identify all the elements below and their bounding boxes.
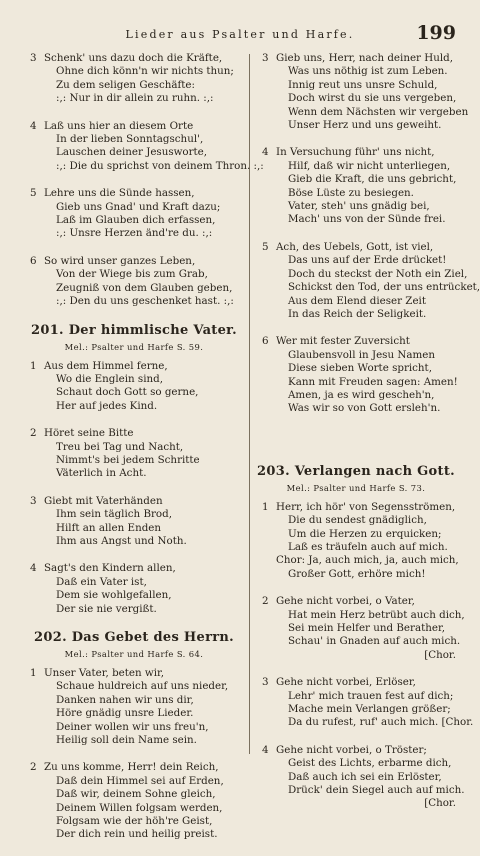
verse-line: Schaut doch Gott so gerne, — [56, 386, 199, 399]
stanza-number: 3 — [30, 52, 37, 64]
verse-line: Hilf, daß wir nicht unterliegen, — [288, 159, 451, 172]
verse-line: Sagt's den Kindern allen, — [44, 562, 176, 575]
verse-line: Innig reut uns unsre Schuld, — [288, 78, 438, 91]
stanza-lines — [24, 427, 244, 481]
stanza-number: 1 — [30, 359, 37, 372]
stanza-number: 1 — [30, 667, 37, 679]
verse-line: In das Reich der Seligkeit. — [288, 307, 427, 320]
verse-line: Daß auch ich sei ein Erlöster, — [288, 770, 442, 783]
verse-line: Schaue huldreich auf uns nieder, — [56, 680, 229, 693]
verse-line: Der sie nie vergißt. — [56, 602, 157, 615]
verse-line: Lehr' mich trauen fest auf dich; — [288, 689, 454, 702]
stanza — [24, 187, 244, 241]
verse-line: In Versuchung führ' uns nicht, — [276, 146, 435, 159]
stanza-lines — [24, 667, 244, 747]
verse-line: [Chor. — [424, 648, 456, 661]
verse-line: Wer mit fester Zuversicht — [276, 335, 410, 348]
verse-line: Mache mein Verlangen größer; — [288, 703, 451, 716]
hymn-202-title: 202. Das Gebet des Herrn. — [34, 630, 234, 645]
verse-line: Danken nahen wir uns dir, — [56, 693, 194, 706]
stanza-number: 5 — [30, 187, 37, 200]
verse-line: Zu uns komme, Herr! dein Reich, — [44, 761, 219, 774]
verse-line: Treu bei Tag und Nacht, — [56, 440, 184, 453]
verse-line: Nimmt's bei jedem Schritte — [56, 453, 200, 466]
verse-line: :,: Die du sprichst von deinem Thron. :,: — [56, 159, 264, 172]
hymn-203-melody: Mel.: Psalter und Harfe S. 73. — [286, 482, 426, 493]
stanza-lines — [24, 255, 244, 309]
stanza-lines — [24, 562, 244, 616]
stanza-number: 3 — [262, 52, 269, 64]
stanza-lines — [256, 240, 480, 321]
verse-line: Ihm sein täglich Brod, — [56, 508, 172, 521]
hymn-202-stanzas — [24, 667, 244, 842]
verse-line: Heilig soll dein Name sein. — [56, 734, 197, 747]
hymn-201-melody: Mel.: Psalter und Harfe S. 59. — [64, 341, 204, 352]
verse-line: Hat mein Herz betrübt auch dich, — [288, 608, 465, 621]
verse-line: :,: Nur in dir allein zu ruhn. :,: — [56, 92, 214, 105]
verse-line: :,: Unsre Herzen änd're du. :,: — [56, 227, 213, 240]
verse-line: Höre gnädig unsre Lieder. — [56, 707, 194, 720]
verse-line: Daß ein Vater ist, — [56, 575, 147, 588]
stanza — [256, 335, 456, 415]
verse-line: Aus dem Elend dieser Zeit — [288, 294, 426, 307]
stanza — [256, 743, 465, 811]
verse-line: Böse Lüste zu besiegen. — [288, 186, 414, 199]
stanza — [24, 427, 244, 481]
stanza-lines — [256, 676, 474, 730]
verse-line: Schenk' uns dazu doch die Kräfte, — [44, 52, 223, 64]
running-title: Lieder aus Psalter und Harfe. — [125, 28, 355, 41]
verse-line: Zeugniß von dem Glauben geben, — [56, 281, 233, 294]
verse-line: Gehe nicht vorbei, o Vater, — [276, 595, 415, 608]
verse-line: Unser Herz und uns geweiht. — [288, 119, 442, 132]
verse-line: Zu dem seligen Geschäfte: — [56, 78, 195, 91]
stanza-lines — [24, 360, 244, 414]
stanza — [24, 761, 244, 841]
verse-line: Amen, ja es wird gescheh'n, — [288, 388, 435, 401]
stanza-lines — [24, 495, 244, 549]
stanza-lines — [256, 335, 456, 415]
stanza-number: 4 — [30, 119, 37, 132]
verse-line: Was uns nöthig ist zum Leben. — [288, 65, 448, 78]
verse-line: [Chor. — [424, 797, 456, 810]
verse-line: Väterlich in Acht. — [56, 467, 147, 480]
stanza-number: 2 — [262, 595, 269, 608]
verse-line: Das uns auf der Erde drücket! — [288, 254, 447, 267]
verse-line: Gieb die Kraft, die uns gebricht, — [288, 173, 457, 186]
verse-line: Gehe nicht vorbei, o Tröster; — [276, 743, 427, 756]
left-top-stanzas — [24, 52, 264, 309]
verse-line: Laß es träufeln auch auf mich. — [288, 540, 448, 553]
verse-line: Herr, ich hör' von Segensströmen, — [276, 500, 456, 513]
page-number: 199 — [416, 22, 456, 44]
verse-line: Wenn dem Nächsten wir vergeben — [288, 105, 469, 118]
stanza-number: 4 — [30, 562, 37, 575]
verse-line: Ohne dich könn'n wir nichts thun; — [56, 65, 234, 78]
verse-line: Chor: Ja, auch mich, ja, auch mich, — [276, 554, 459, 567]
verse-line: Mach' uns von der Sünde frei. — [288, 213, 446, 226]
verse-line: Laß im Glauben dich erfassen, — [56, 214, 216, 227]
verse-line: Ihm aus Angst und Noth. — [56, 534, 187, 547]
verse-line: Diese sieben Worte spricht, — [288, 362, 432, 375]
stanza — [24, 119, 264, 174]
stanza-lines — [256, 595, 465, 662]
hymn-201-title: 201. Der himmlische Vater. — [31, 322, 237, 338]
hymn-203-stanzas — [256, 500, 474, 811]
verse-line: Schickst den Tod, der uns entrücket, — [288, 281, 480, 294]
verse-line: Doch du steckst der Noth ein Ziel, — [288, 267, 468, 280]
stanza-number: 4 — [262, 146, 269, 159]
verse-line: Kann mit Freuden sagen: Amen! — [288, 375, 458, 388]
verse-line: Folgsam wie der höh're Geist, — [56, 815, 213, 828]
verse-line: Gieb uns, Herr, nach deiner Huld, — [276, 52, 454, 64]
verse-line: Deiner wollen wir uns freu'n, — [56, 720, 209, 733]
hymn-201-stanzas — [24, 360, 244, 617]
stanza-number: 6 — [262, 335, 269, 348]
verse-line: Aus dem Himmel ferne, — [44, 359, 168, 372]
verse-line: Daß wir, deinem Sohne gleich, — [56, 788, 216, 801]
stanza-lines — [24, 52, 244, 106]
stanza-lines — [256, 52, 469, 132]
stanza — [24, 255, 244, 309]
verse-line: Großer Gott, erhöre mich! — [288, 567, 426, 580]
stanza — [256, 500, 459, 581]
verse-line: Vater, steh' uns gnädig bei, — [288, 200, 430, 213]
page-header — [0, 22, 480, 46]
stanza-number: 2 — [30, 761, 37, 774]
left-column — [24, 52, 264, 856]
verse-line: Der dich rein und heilig preist. — [56, 828, 218, 841]
stanza-lines — [256, 500, 459, 581]
stanza — [24, 360, 244, 414]
verse-line: :,: Den du uns geschenket hast. :,: — [56, 295, 234, 308]
section-gap — [256, 430, 456, 460]
verse-line: Gehe nicht vorbei, Erlöser, — [276, 676, 416, 689]
stanza — [256, 676, 474, 730]
verse-line: Lauschen deiner Jesusworte, — [56, 146, 208, 159]
verse-line: Deinem Willen folgsam werden, — [56, 801, 223, 814]
stanza — [24, 562, 244, 616]
stanza — [24, 52, 244, 106]
stanza-number: 3 — [262, 676, 269, 689]
hymn-202-melody: Mel.: Psalter und Harfe S. 64. — [64, 649, 204, 659]
verse-line: Höret seine Bitte — [44, 427, 134, 440]
stanza — [256, 595, 465, 662]
verse-line: Von der Wiege bis zum Grab, — [56, 268, 208, 281]
verse-line: Die du sendest gnädiglich, — [288, 514, 427, 527]
right-top-stanzas — [256, 52, 480, 416]
stanza — [256, 240, 480, 321]
verse-line: Laß uns hier an diesem Orte — [44, 119, 194, 132]
stanza — [256, 52, 469, 132]
stanza-number: 4 — [262, 743, 269, 756]
verse-line: Doch wirst du sie uns vergeben, — [288, 92, 457, 105]
verse-line: Geist des Lichts, erbarme dich, — [288, 757, 452, 770]
verse-line: Da du rufest, ruf' auch mich. [Chor. — [288, 716, 474, 729]
verse-line: Her auf jedes Kind. — [56, 399, 158, 412]
stanza-number: 5 — [262, 240, 269, 253]
verse-line: Drück' dein Siegel auch auf mich. — [288, 784, 465, 797]
stanza-number: 3 — [30, 494, 37, 507]
verse-line: Daß dein Himmel sei auf Erden, — [56, 774, 224, 787]
stanza-lines — [24, 761, 244, 841]
stanza-number: 1 — [262, 500, 269, 513]
verse-line: In der lieben Sonntagschul', — [56, 133, 204, 146]
verse-line: Schau' in Gnaden auf auch mich. — [288, 635, 461, 648]
stanza — [24, 495, 244, 549]
verse-line: Dem sie wohlgefallen, — [56, 589, 172, 602]
verse-line: Sei mein Helfer und Berather, — [288, 622, 446, 634]
verse-line: Ach, des Uebels, Gott, ist viel, — [276, 240, 434, 253]
verse-line: Unser Vater, beten wir, — [44, 667, 165, 679]
verse-line: Glaubensvoll in Jesu Namen — [288, 348, 436, 361]
stanza-lines — [256, 146, 456, 226]
verse-line: Wo die Englein sind, — [56, 372, 164, 385]
verse-line: Giebt mit Vaterhänden — [44, 494, 163, 507]
stanza-number: 2 — [30, 427, 37, 440]
stanza-lines — [24, 187, 244, 241]
verse-line: Lehre uns die Sünde hassen, — [44, 187, 195, 200]
stanza-number: 6 — [30, 254, 37, 267]
hymn-203-title: 203. Verlangen nach Gott. — [257, 463, 455, 479]
right-column — [256, 52, 480, 825]
verse-line: So wird unser ganzes Leben, — [44, 254, 196, 267]
stanza-lines — [256, 743, 465, 811]
verse-line: Um die Herzen zu erquicken; — [288, 527, 442, 540]
verse-line: Gieb uns Gnad' und Kraft dazu; — [56, 200, 221, 213]
stanza — [24, 667, 244, 747]
verse-line: Hilft an allen Enden — [56, 521, 162, 534]
stanza — [256, 146, 456, 226]
stanza-lines — [24, 119, 264, 174]
verse-line: Was wir so von Gott ersleh'n. — [288, 402, 441, 415]
